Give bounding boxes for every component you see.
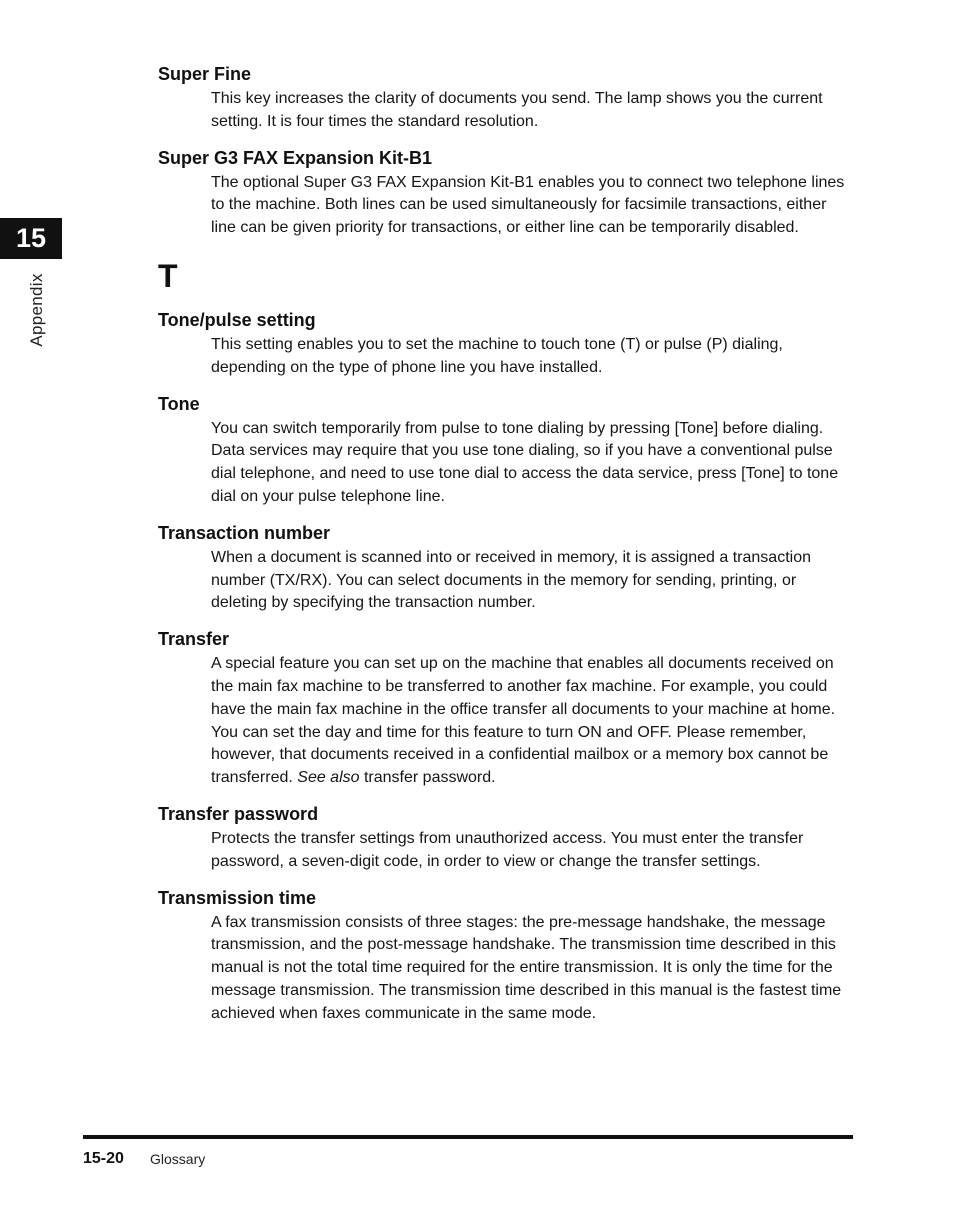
footer-title: Glossary (150, 1151, 206, 1167)
glossary-entry-tone-pulse-setting (158, 308, 858, 380)
glossary-content (158, 62, 858, 1038)
glossary-definition: A fax transmission consists of three stages: the pre-message handshake, the message transmission, and the post-message handshake. The transmission time described in this manual is not the total time required for the entire transmission. It is only the time for the message transmission. The transmission time described in this manual is the fastest time achieved when faxes communicate in the same mode. (211, 913, 842, 1022)
see-also-label: See also (297, 769, 360, 787)
glossary-term: Transmission time (158, 887, 317, 908)
glossary-term: Transfer password (158, 803, 319, 824)
glossary-term: Super Fine (158, 64, 252, 84)
glossary-definition: Protects the transfer settings from unauthorized access. You must enter the transfer password, a seven-digit code, in order to view or change the transfer settings. (211, 829, 804, 870)
glossary-entry-tone (158, 392, 858, 509)
glossary-entry-transmission-time (158, 886, 858, 1026)
glossary-definition: When a document is scanned into or received in memory, it is assigned a transaction number (TX/RX). You can select documents in the memory for sending, printing, or deleting by specifying the transaction number. (211, 548, 811, 612)
glossary-term: Tone/pulse setting (158, 309, 316, 330)
see-also-target: transfer password. (363, 769, 496, 787)
glossary-entry-super-g3-fax-expansion-kit (158, 146, 858, 240)
glossary-term: Transfer (158, 629, 230, 650)
definition-text: A special feature you can set up on the machine that enables all documents received on the main fax machine to be transferred to another fax machine. For example, you could have the main fax machine in the office transfer all documents to your machine at home. You can set the day and time for this feature to turn ON and OFF. Please remember, however, that documents received in a confidential mailbox or a memory box cannot be transferred. (211, 655, 836, 787)
glossary-term: Super G3 FAX Expansion Kit-B1 (158, 147, 433, 168)
glossary-definition: This key increases the clarity of documents you send. The lamp shows you the current setting. It is four times the standard resolution. (211, 90, 823, 130)
glossary-entry-super-fine (158, 62, 858, 134)
page-number: 15-20 (83, 1150, 124, 1167)
glossary-term: Tone (158, 393, 200, 414)
section-letter-heading: T (158, 257, 178, 294)
glossary-definition: The optional Super G3 FAX Expansion Kit-B1 enables you to connect two telephone lines to the machine. Both lines can be used simultaneously for facsimile transactions, either line can be given priority for transactions, or either line can be temporarily disabled. (211, 173, 845, 237)
glossary-term: Transaction number (158, 522, 331, 543)
footer-rule (83, 1135, 853, 1139)
chapter-side-label: Appendix (27, 273, 46, 347)
chapter-tab (0, 218, 62, 259)
glossary-entry-transfer-password (158, 802, 858, 874)
glossary-entry-transaction-number (158, 521, 858, 615)
glossary-definition (211, 653, 851, 790)
glossary-definition: This setting enables you to set the machine to touch tone (T) or pulse (P) dialing, depending on the type of phone line you have installed. (211, 335, 783, 376)
glossary-entry-transfer (158, 627, 858, 790)
glossary-definition: You can switch temporarily from pulse to tone dialing by pressing [Tone] before dialing. Data services may require that you use tone dialing, so if you have a conventional pulse dial telephone, and need to use tone dial to access the data service, press [Tone] to tone dial on your pulse telephone line. (211, 419, 839, 505)
chapter-number: 15 (15, 223, 47, 253)
